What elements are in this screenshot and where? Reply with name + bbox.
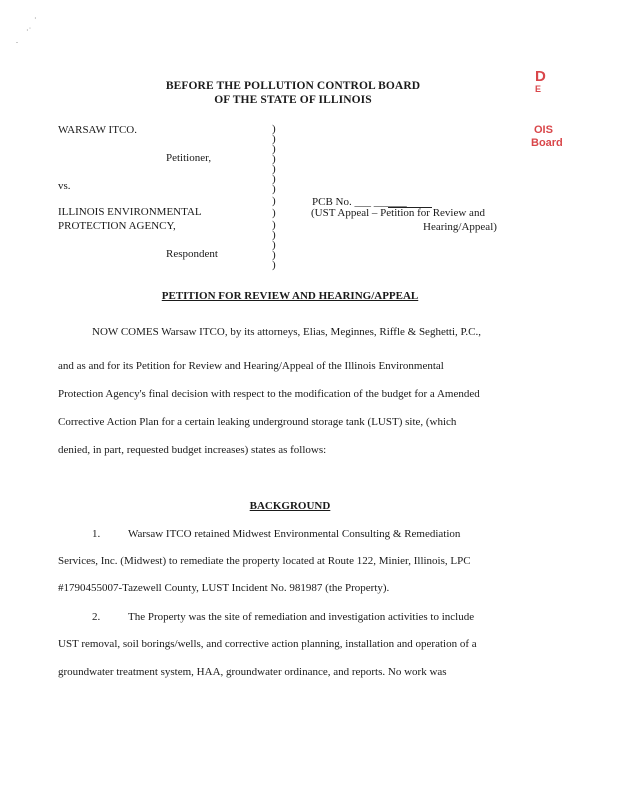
intro-line: and as and for its Petition for Review and Hearing/Appeal of the Illinois Environmental <box>58 360 444 372</box>
caption-paren: ) <box>272 249 276 261</box>
filing-stamp-fragment: OIS <box>534 124 553 136</box>
caption-paren: ) <box>272 259 276 271</box>
filing-stamp-fragment: D <box>535 68 546 85</box>
appeal-type-line2: Hearing/Appeal) <box>423 221 497 233</box>
respondent-name-line1: ILLINOIS ENVIRONMENTAL <box>58 206 202 218</box>
respondent-role: Respondent <box>166 248 218 260</box>
caption-paren: ) <box>272 143 276 155</box>
petitioner-name: WARSAW ITCO. <box>58 124 137 136</box>
caption-paren: ) <box>272 219 276 231</box>
versus-label: vs. <box>58 180 71 192</box>
intro-line: Protection Agency's final decision with respect to the modification of the budget for a Amended <box>58 388 480 400</box>
caption-paren: ) <box>272 229 276 241</box>
filing-stamp-fragment: E <box>535 84 542 94</box>
intro-line: Corrective Action Plan for a certain leaking underground storage tank (LUST) site, (which <box>58 416 457 428</box>
scan-artifact: ·˙ <box>26 26 32 35</box>
filing-stamp-fragment: Board <box>531 137 563 149</box>
scan-artifact: . <box>16 36 18 45</box>
caption-paren: ) <box>272 153 276 165</box>
section-heading-background: BACKGROUND <box>249 500 331 512</box>
para2-line: groundwater treatment system, HAA, groundwater ordinance, and reports. No work was <box>58 666 447 678</box>
caption-paren: ) <box>272 173 276 185</box>
court-state: OF THE STATE OF ILLINOIS <box>214 94 372 106</box>
scan-artifact: · <box>34 14 37 23</box>
para-number: 1. <box>92 528 101 540</box>
court-name: BEFORE THE POLLUTION CONTROL BOARD <box>165 80 421 92</box>
para-number: 2. <box>92 611 101 623</box>
caption-paren: ) <box>272 239 276 251</box>
para2-line: UST removal, soil borings/wells, and corrective action planning, installation and operation of a <box>58 638 477 650</box>
caption-paren: ) <box>272 183 276 195</box>
para1-line: Warsaw ITCO retained Midwest Environmental Consulting & Remediation <box>128 528 461 540</box>
intro-line: NOW COMES Warsaw ITCO, by its attorneys, Elias, Meginnes, Riffle & Seghetti, P.C., <box>92 326 481 338</box>
respondent-name-line2: PROTECTION AGENCY, <box>58 220 176 232</box>
para1-line: #1790455007-Tazewell County, LUST Incident No. 981987 (the Property). <box>58 582 390 594</box>
caption-paren: ) <box>272 207 276 219</box>
caption-paren: ) <box>272 195 276 207</box>
appeal-type-line1: (UST Appeal – Petition for Review and <box>311 207 485 219</box>
pcb-number: PCB No. ___ ______ <box>312 196 407 208</box>
para1-line: Services, Inc. (Midwest) to remediate the property located at Route 122, Minier, Illinois, LPC <box>58 555 471 567</box>
caption-paren: ) <box>272 163 276 175</box>
caption-paren: ) <box>272 133 276 145</box>
document-title: PETITION FOR REVIEW AND HEARING/APPEAL <box>161 290 419 302</box>
intro-line: denied, in part, requested budget increases) states as follows: <box>58 444 327 456</box>
para2-line: The Property was the site of remediation and investigation activities to include <box>128 611 475 623</box>
caption-paren: ) <box>272 123 276 135</box>
petitioner-role: Petitioner, <box>166 152 212 164</box>
